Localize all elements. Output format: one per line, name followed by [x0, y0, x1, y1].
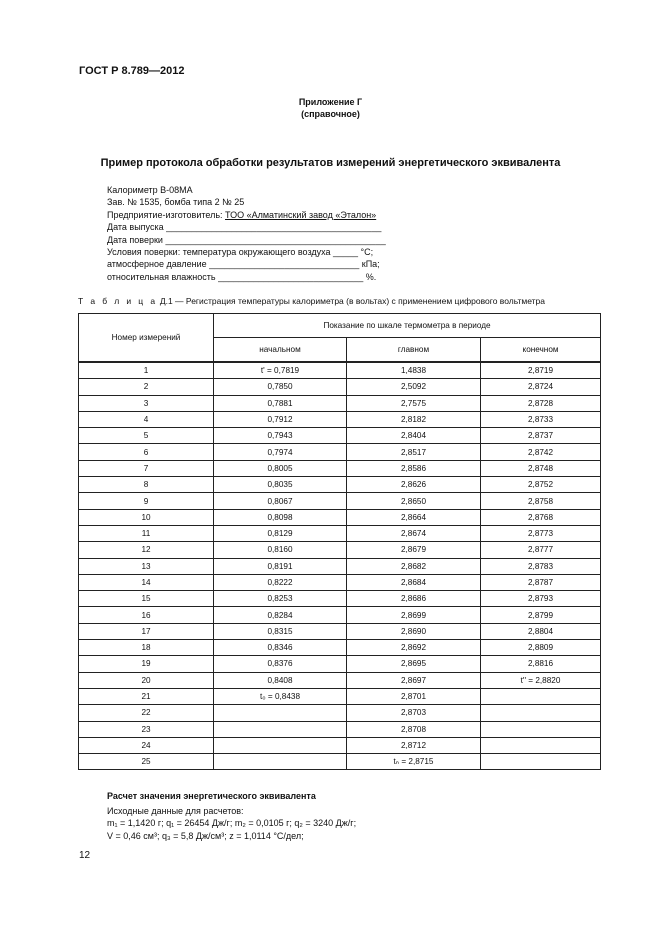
table-cell-c: 2,8793: [481, 591, 601, 607]
table-cell-b: 2,8182: [347, 411, 481, 427]
relative-humidity: относительная влажность _____________________________ %.: [107, 271, 377, 282]
table-cell-n: 6: [79, 444, 214, 460]
page-number: 12: [79, 850, 91, 861]
table-cell-n: 8: [79, 477, 214, 493]
table-cell-n: 9: [79, 493, 214, 509]
table-cell-a: 0,8005: [214, 460, 347, 476]
table-cell-a: 0,8098: [214, 509, 347, 525]
calibration-date: Дата поверки ____________________________________________: [107, 234, 386, 245]
table-cell-c: 2,8758: [481, 493, 601, 509]
annex-type: (справочное): [301, 109, 360, 119]
table-cell-b: 2,5092: [347, 379, 481, 395]
table-cell-a: 0,8129: [214, 525, 347, 541]
table-cell-c: 2,8728: [481, 395, 601, 411]
header-initial: начальном: [214, 338, 347, 363]
table-caption-text: Д.1 — Регистрация температуры калориметра (в вольтах) с применением цифрового вольтметра: [157, 296, 545, 306]
table-cell-c: 2,8719: [481, 362, 601, 379]
manufacturer-label: Предприятие-изготовитель:: [107, 209, 226, 220]
table-row: [79, 591, 601, 607]
table-cell-b: 2,7575: [347, 395, 481, 411]
table-cell-b: 2,8701: [347, 688, 481, 704]
table-cell-b: 2,8682: [347, 558, 481, 574]
table-cell-c: [481, 688, 601, 704]
table-cell-c: 2,8724: [481, 379, 601, 395]
table-caption: [78, 296, 545, 306]
table-cell-n: 11: [79, 525, 214, 541]
table-row: [79, 656, 601, 672]
ambient-temperature: Условия поверки: температура окружающего воздуха _____ °С;: [107, 247, 374, 258]
table-row: [79, 607, 601, 623]
table-cell-c: 2,8777: [481, 542, 601, 558]
standard-header: ГОСТ Р 8.789—2012: [79, 65, 185, 77]
table-cell-a: 0,8346: [214, 640, 347, 656]
table-row: [79, 509, 601, 525]
table-cell-n: 10: [79, 509, 214, 525]
table-cell-b: 2,8684: [347, 574, 481, 590]
table-cell-a: [214, 705, 347, 721]
calc-heading: Расчет значения энергетического эквивалента: [107, 791, 316, 801]
table-cell-b: 2,8708: [347, 721, 481, 737]
table-cell-n: 16: [79, 607, 214, 623]
table-cell-b: 2,8699: [347, 607, 481, 623]
table-cell-c: 2,8773: [481, 525, 601, 541]
table-cell-b: 2,8404: [347, 428, 481, 444]
table-cell-c: [481, 721, 601, 737]
table-cell-c: 2,8787: [481, 574, 601, 590]
table-row: [79, 737, 601, 753]
header-main: главном: [347, 338, 481, 363]
table-row: [79, 754, 601, 770]
table-row: [79, 688, 601, 704]
table-row: [79, 379, 601, 395]
table-cell-c: 2,8804: [481, 623, 601, 639]
table-cell-n: 13: [79, 558, 214, 574]
atmospheric-pressure: атмосферное давление ______________________________ кПа;: [107, 259, 380, 270]
table-cell-a: 0,8408: [214, 672, 347, 688]
table-cell-b: 2,8712: [347, 737, 481, 753]
table-cell-n: 3: [79, 395, 214, 411]
table-row: [79, 444, 601, 460]
table-cell-b: 2,8686: [347, 591, 481, 607]
table-caption-prefix: Т а б л и ц а: [78, 296, 158, 306]
table-row: [79, 640, 601, 656]
document-title: Пример протокола обработки результатов измерений энергетического эквивалента: [100, 157, 561, 169]
table-cell-a: [214, 721, 347, 737]
calc-source-label: Исходные данные для расчетов:: [107, 806, 244, 817]
table-cell-b: tₙ = 2,8715: [347, 754, 481, 770]
header-group: Показание по шкале термометра в периоде: [214, 314, 601, 338]
table-row: [79, 623, 601, 639]
table-row: [79, 428, 601, 444]
table-cell-a: 0,7943: [214, 428, 347, 444]
annex-title: Приложение Г: [298, 97, 363, 107]
table-cell-n: 24: [79, 737, 214, 753]
table-cell-n: 7: [79, 460, 214, 476]
table-cell-n: 1: [79, 362, 214, 379]
calculation-section: [107, 790, 356, 842]
table-cell-c: 2,8748: [481, 460, 601, 476]
table-cell-b: 1,4838: [347, 362, 481, 379]
table-cell-b: 2,8674: [347, 525, 481, 541]
calorimeter-info: [107, 184, 386, 283]
table-cell-n: 12: [79, 542, 214, 558]
table-row: [79, 525, 601, 541]
table-cell-a: [214, 754, 347, 770]
table-cell-a: 0,8376: [214, 656, 347, 672]
table-row: [79, 460, 601, 476]
table-row: [79, 493, 601, 509]
table-cell-b: 2,8690: [347, 623, 481, 639]
table-cell-c: [481, 737, 601, 753]
table-cell-b: 2,8650: [347, 493, 481, 509]
table-cell-n: 18: [79, 640, 214, 656]
table-cell-c: 2,8816: [481, 656, 601, 672]
calc-line-2: V = 0,46 см³; q₃ = 5,8 Дж/см³; z = 1,0114 °С/дел;: [107, 830, 304, 841]
table-cell-a: t₀ = 0,8438: [214, 688, 347, 704]
table-cell-n: 20: [79, 672, 214, 688]
table-cell-b: 2,8703: [347, 705, 481, 721]
table-cell-a: [214, 737, 347, 753]
table-cell-n: 15: [79, 591, 214, 607]
table-cell-b: 2,8626: [347, 477, 481, 493]
table-cell-c: 2,8742: [481, 444, 601, 460]
table-cell-c: [481, 754, 601, 770]
table-row: [79, 477, 601, 493]
table-cell-b: 2,8517: [347, 444, 481, 460]
table-cell-b: 2,8695: [347, 656, 481, 672]
table-row: [79, 395, 601, 411]
header-final: конечном: [481, 338, 601, 363]
manufacturer-value: ТОО «Алматинский завод «Эталон»: [225, 209, 377, 220]
table-cell-n: 19: [79, 656, 214, 672]
manufacturer-line: [107, 209, 386, 221]
table-cell-c: [481, 705, 601, 721]
table-cell-c: t'' = 2,8820: [481, 672, 601, 688]
table-cell-a: 0,8035: [214, 477, 347, 493]
table-cell-a: 0,8191: [214, 558, 347, 574]
table-cell-c: 2,8809: [481, 640, 601, 656]
table-cell-b: 2,8697: [347, 672, 481, 688]
table-cell-c: 2,8752: [481, 477, 601, 493]
table-cell-n: 17: [79, 623, 214, 639]
table-cell-b: 2,8664: [347, 509, 481, 525]
calc-line-1: m₁ = 1,1420 г; q₁ = 26454 Дж/г; m₂ = 0,0105 г; q₂ = 3240 Дж/г;: [107, 818, 357, 829]
table-cell-a: 0,7912: [214, 411, 347, 427]
table-cell-a: 0,8160: [214, 542, 347, 558]
annex-heading: [0, 96, 661, 120]
table-row: [79, 542, 601, 558]
table-cell-a: 0,7974: [214, 444, 347, 460]
table-cell-c: 2,8733: [481, 411, 601, 427]
table-cell-n: 21: [79, 688, 214, 704]
table-cell-n: 23: [79, 721, 214, 737]
table-cell-c: 2,8768: [481, 509, 601, 525]
table-row: [79, 574, 601, 590]
table-cell-a: 0,8284: [214, 607, 347, 623]
header-number: Номер измерений: [79, 314, 214, 363]
table-cell-a: 0,8253: [214, 591, 347, 607]
table-cell-a: 0,8315: [214, 623, 347, 639]
table-cell-b: 2,8586: [347, 460, 481, 476]
table-cell-a: 0,8222: [214, 574, 347, 590]
table-cell-n: 14: [79, 574, 214, 590]
table-cell-c: 2,8799: [481, 607, 601, 623]
table-row: [79, 705, 601, 721]
table-cell-n: 25: [79, 754, 214, 770]
table-cell-n: 4: [79, 411, 214, 427]
table-cell-n: 22: [79, 705, 214, 721]
table-cell-n: 2: [79, 379, 214, 395]
table-row: [79, 558, 601, 574]
table-row: [79, 362, 601, 379]
table-cell-a: t' = 0,7819: [214, 362, 347, 379]
table-cell-a: 0,7850: [214, 379, 347, 395]
table-cell-b: 2,8679: [347, 542, 481, 558]
temperature-table: [78, 313, 601, 770]
table-row: [79, 721, 601, 737]
table-cell-b: 2,8692: [347, 640, 481, 656]
table-cell-c: 2,8783: [481, 558, 601, 574]
table-cell-c: 2,8737: [481, 428, 601, 444]
calorimeter-model: Калориметр В-08МА: [107, 185, 193, 195]
table-cell-a: 0,7881: [214, 395, 347, 411]
table-row: [79, 672, 601, 688]
release-date: Дата выпуска ___________________________________________: [107, 222, 382, 233]
serial-number: Зав. № 1535, бомба типа 2 № 25: [107, 197, 245, 208]
table-cell-a: 0,8067: [214, 493, 347, 509]
table-row: [79, 411, 601, 427]
table-cell-n: 5: [79, 428, 214, 444]
